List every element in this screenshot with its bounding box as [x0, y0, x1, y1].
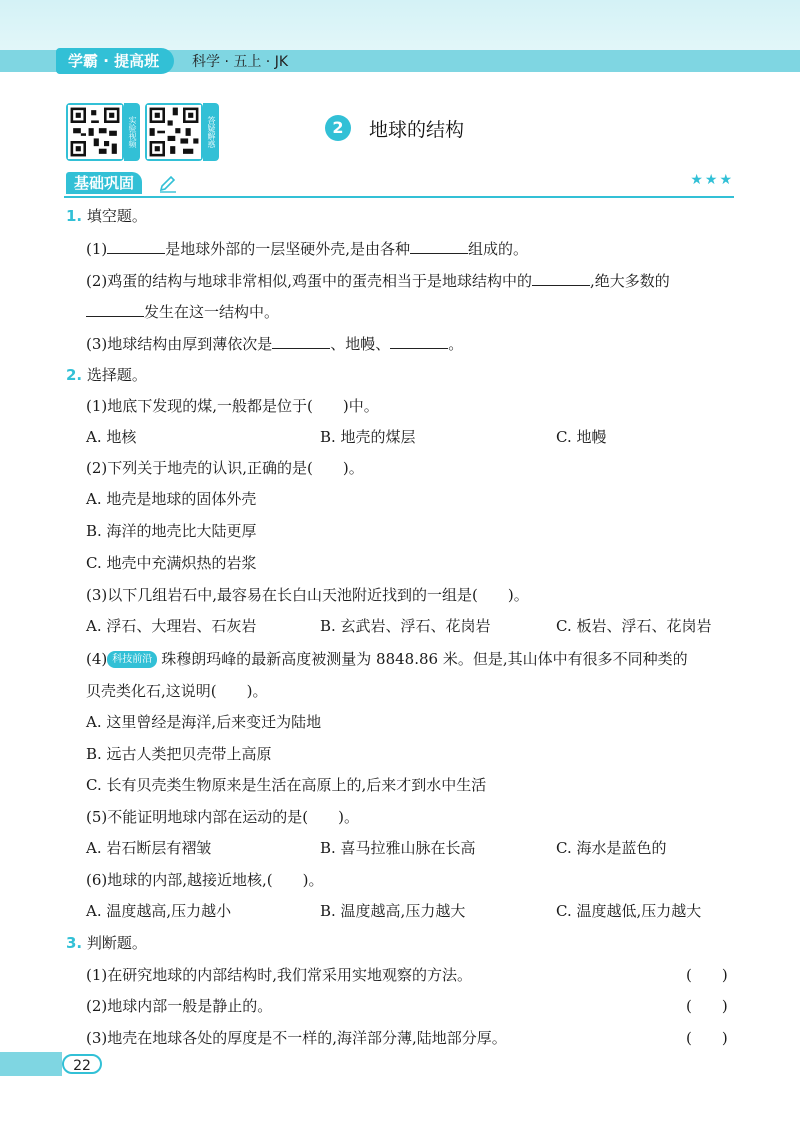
- option-a[interactable]: A. 岩石断层有褶皱: [86, 839, 212, 857]
- section-label: 基础巩固: [66, 172, 142, 194]
- answer-blank[interactable]: [532, 269, 590, 286]
- item-text: 珠穆朗玛峰的最新高度被测量为 8848.86 米。但是,其山体中有很多不同种类的: [161, 650, 688, 668]
- item-text: (1): [86, 240, 108, 258]
- question-number: 1.: [66, 207, 83, 225]
- q2-3-stem: (3)以下几组岩石中,最容易在长白山天池附近找到的一组是( )。: [86, 586, 529, 604]
- question-title: 选择题。: [86, 366, 147, 384]
- qr-code-icon: [147, 105, 201, 159]
- option-c[interactable]: C. 长有贝壳类生物原来是生活在高原上的,后来才到水中生活: [86, 776, 487, 794]
- option-b[interactable]: B. 喜马拉雅山脉在长高: [320, 839, 476, 857]
- difficulty-stars: ★★★: [690, 172, 734, 188]
- page-tab: [0, 1052, 62, 1076]
- qr-code-icon: [68, 105, 122, 159]
- q2-2-stem: (2)下列关于地壳的认识,正确的是( )。: [86, 459, 364, 477]
- answer-paren[interactable]: ( ): [686, 966, 728, 984]
- q1-item-2-cont: [86, 300, 279, 323]
- q2-4-stem: [86, 648, 688, 670]
- page-number: 22: [62, 1054, 102, 1074]
- option-a[interactable]: A. 地核: [86, 428, 137, 446]
- item-text: (2)鸡蛋的结构与地球非常相似,鸡蛋中的蛋壳相当于是地球结构中的: [86, 272, 533, 290]
- answer-paren[interactable]: ( ): [686, 997, 728, 1015]
- item-text: (3)地球结构由厚到薄依次是: [86, 335, 273, 353]
- pencil-icon: [158, 174, 178, 194]
- option-b[interactable]: B. 海洋的地壳比大陆更厚: [86, 522, 257, 540]
- item-text: ,绝大多数的: [590, 272, 670, 290]
- lesson-title: 地球的结构: [369, 118, 465, 141]
- item-text: 。: [448, 335, 464, 353]
- q1-item-2: [86, 269, 670, 292]
- option-a[interactable]: A. 这里曾经是海洋,后来变迁为陆地: [86, 713, 322, 731]
- book-info: 科学 · 五上 · JK: [192, 54, 289, 70]
- option-c[interactable]: C. 地幔: [556, 428, 607, 446]
- option-b[interactable]: B. 温度越高,压力越大: [320, 902, 466, 920]
- answer-blank[interactable]: [272, 332, 330, 349]
- answer-blank[interactable]: [86, 300, 144, 317]
- question-title: 判断题。: [86, 934, 147, 952]
- question-2-heading: [66, 364, 147, 386]
- item-text: 发生在这一结构中。: [144, 303, 280, 321]
- q2-6-stem: (6)地球的内部,越接近地核,( )。: [86, 871, 324, 889]
- answer-blank[interactable]: [107, 237, 165, 254]
- q2-5-stem: (5)不能证明地球内部在运动的是( )。: [86, 808, 359, 826]
- qr-code-video[interactable]: [66, 103, 124, 161]
- qr-tag-video: 实验视频: [124, 103, 140, 161]
- q2-4-stem-cont: 贝壳类化石,这说明( )。: [86, 682, 268, 700]
- option-c[interactable]: C. 地壳中充满炽热的岩浆: [86, 554, 257, 572]
- question-title: 填空题。: [86, 207, 147, 225]
- q3-item-2: (2)地球内部一般是静止的。: [86, 997, 273, 1015]
- option-a[interactable]: A. 浮石、大理岩、石灰岩: [86, 617, 257, 635]
- option-b[interactable]: B. 远古人类把贝壳带上高原: [86, 745, 272, 763]
- option-c[interactable]: C. 板岩、浮石、花岗岩: [556, 617, 712, 635]
- question-number: 2.: [66, 366, 83, 384]
- answer-blank[interactable]: [390, 332, 448, 349]
- tech-frontier-tag: 科技前沿: [107, 651, 157, 668]
- option-a[interactable]: A. 地壳是地球的固体外壳: [86, 490, 257, 508]
- qr-code-answers[interactable]: [145, 103, 203, 161]
- option-c[interactable]: C. 海水是蓝色的: [556, 839, 667, 857]
- item-text: 组成的。: [468, 240, 529, 258]
- item-text: (4): [86, 650, 108, 668]
- item-text: 、地幔、: [330, 335, 391, 353]
- answer-blank[interactable]: [410, 237, 468, 254]
- q1-item-3: [86, 332, 463, 355]
- question-3-heading: [66, 932, 147, 954]
- q3-item-1: (1)在研究地球的内部结构时,我们常采用实地观察的方法。: [86, 966, 473, 984]
- question-1-heading: [66, 205, 147, 227]
- option-c[interactable]: C. 温度越低,压力越大: [556, 902, 702, 920]
- item-text: 是地球外部的一层坚硬外壳,是由各种: [165, 240, 411, 258]
- option-b[interactable]: B. 地壳的煤层: [320, 428, 416, 446]
- option-b[interactable]: B. 玄武岩、浮石、花岗岩: [320, 617, 491, 635]
- q2-1-stem: (1)地底下发现的煤,一般都是位于( )中。: [86, 397, 379, 415]
- qr-tag-answers: 答疑解惑: [203, 103, 219, 161]
- answer-paren[interactable]: ( ): [686, 1029, 728, 1047]
- lesson-heading: [325, 114, 464, 142]
- section-header: [64, 172, 734, 198]
- option-a[interactable]: A. 温度越高,压力越小: [86, 902, 232, 920]
- series-badge: 学霸 · 提高班: [56, 48, 174, 74]
- lesson-number: 2: [325, 115, 351, 141]
- q3-item-3: (3)地壳在地球各处的厚度是不一样的,海洋部分薄,陆地部分厚。: [86, 1029, 507, 1047]
- q1-item-1: [86, 237, 528, 260]
- question-number: 3.: [66, 934, 83, 952]
